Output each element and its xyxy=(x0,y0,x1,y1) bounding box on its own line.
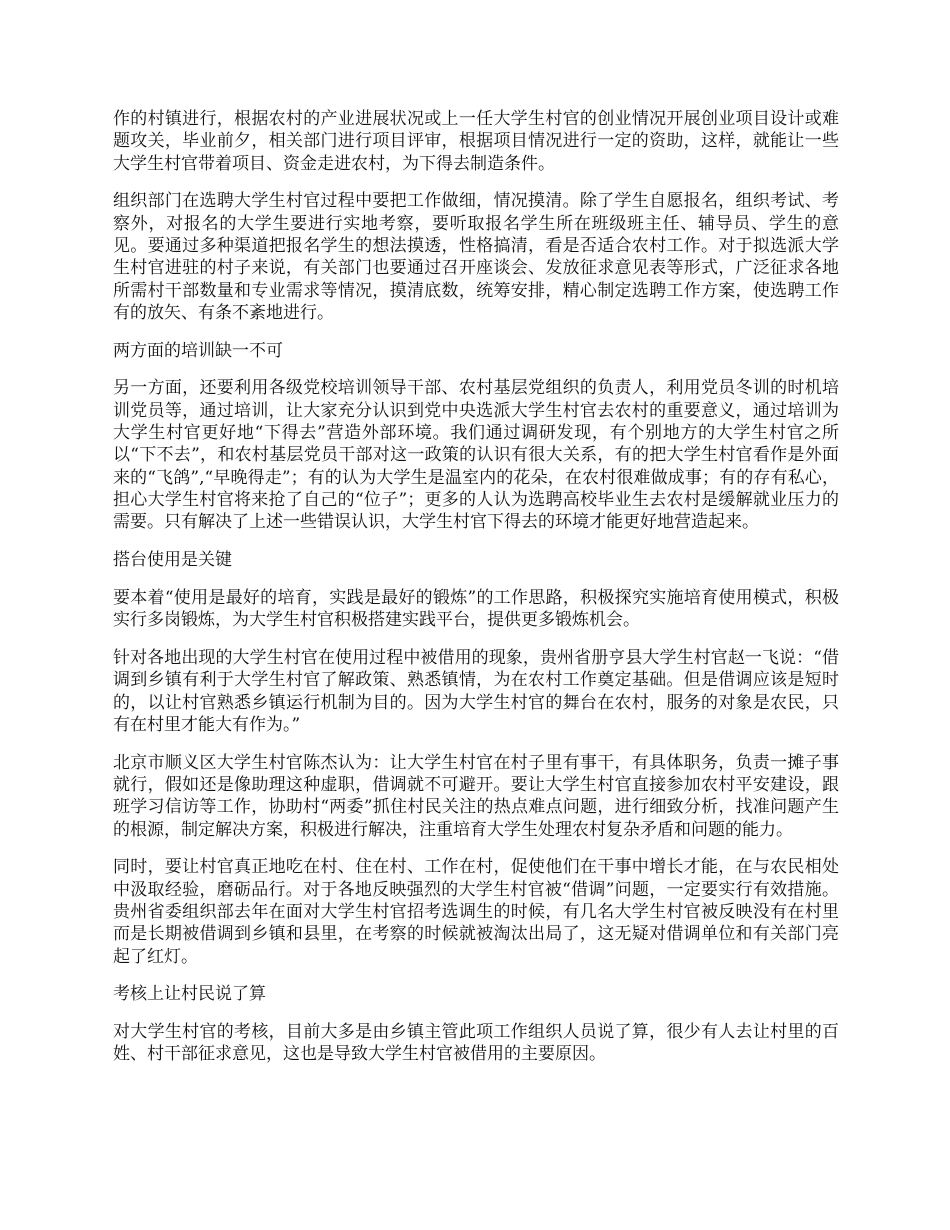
paragraph-assessment: 对大学生村官的考核，目前大多是由乡镇主管此项工作组织人员说了算，很少有人去让村里的百姓、村干部征求意见，这也是导致大学生村官被借用的主要原因。 xyxy=(113,1022,839,1065)
paragraph-guizhou-quote: 针对各地出现的大学生村官在使用过程中被借用的现象，贵州省册亨县大学生村官赵一飞说：“借调到乡镇有利于大学生村官了解政策、熟悉镇情，为在农村工作奠定基础。但是借调应该是短时的，以让村官熟悉乡镇运行机制为目的。因为大学生村官的舞台在农村，服务的对象是农民，只有在村里才能大有作为。” xyxy=(113,647,839,735)
paragraph-stay-in-village: 同时，要让村官真正地吃在村、住在村、工作在村，促使他们在干事中增长才能，在与农民相处中汲取经验，磨砺品行。对于各地反映强烈的大学生村官被“借调”问题，一定要实行有效措施。贵州省委组织部去年在面对大学生村官招考选调生的时候，有几名大学生村官被反映没有在村里而是长期被借调到乡镇和县里，在考察的时候就被淘汰出局了，这无疑对借调单位和有关部门亮起了红灯。 xyxy=(113,857,839,967)
paragraph-project-funding: 作的村镇进行，根据农村的产业进展状况或上一任大学生村官的创业情况开展创业项目设计或难题攻关，毕业前夕，相关部门进行项目评审，根据项目情况进行一定的资助，这样，就能让一些大学生村官带着项目、资金走进农村，为下得去制造条件。 xyxy=(113,109,839,174)
paragraph-beijing-quote: 北京市顺义区大学生村官陈杰认为：让大学生村官在村子里有事干，有具体职务，负责一摊子事就行，假如还是像助理这种虚职，借调就不可避开。要让大学生村官直接参加农村平安建设，跟班学习信访等工作，协助村“两委”抓住村民关注的热点难点问题，进行细致分析，找准问题产生的根源，制定解决方案，积极进行解决，注重培育大学生处理农村复杂矛盾和问题的能力。 xyxy=(113,752,839,840)
document-body xyxy=(113,108,839,1081)
section-heading-assessment: 考核上让村民说了算 xyxy=(113,984,266,1005)
section-heading-training: 两方面的培训缺一不可 xyxy=(113,340,283,361)
paragraph-selection-process: 组织部门在选聘大学生村官过程中要把工作做细，情况摸清。除了学生自愿报名，组织考试、考察外，对报名的大学生要进行实地考察，要听取报名学生所在班级班主任、辅导员、学生的意见。要通过多种渠道把报名学生的想法摸透，性格搞清，看是否适合农村工作。对于拟选派大学生村官进驻的村子来说，有关部门也要通过召开座谈会、发放征求意见表等形式，广泛征求各地所需村干部数量和专业需求等情况，摸清底数，统筹安排，精心制定选聘工作方案，使选聘工作有的放矢、有条不紊地进行。 xyxy=(113,191,839,323)
section-heading-usage: 搭台使用是关键 xyxy=(113,550,232,571)
paragraph-training: 另一方面，还要利用各级党校培训领导干部、农村基层党组织的负责人，利用党员冬训的时机培训党员等，通过培训，让大家充分认识到党中央选派大学生村官去农村的重要意义，通过培训为大学生村官更好地“下得去”营造外部环境。我们通过调研发现，有个别地方的大学生村官之所以“下不去”，和农村基层党员干部对这一政策的认识有很大关系，有的把大学生村官看作是外面来的“飞鸽”,“早晚得走”；有的认为大学生是温室内的花朵，在农村很难做成事；有的存有私心，担心大学生村官将来抢了自己的“位子”；更多的人认为选聘高校毕业生去农村是缓解就业压力的需要。只有解决了上述一些错误认识，大学生村官下得去的环境才能更好地营造起来。 xyxy=(113,378,839,533)
paragraph-usage-principle: 要本着“使用是最好的培育，实践是最好的锻炼”的工作思路，积极探究实施培育使用模式，积极实行多岗锻炼，为大学生村官积极搭建实践平台，提供更多锻炼机会。 xyxy=(113,587,839,631)
